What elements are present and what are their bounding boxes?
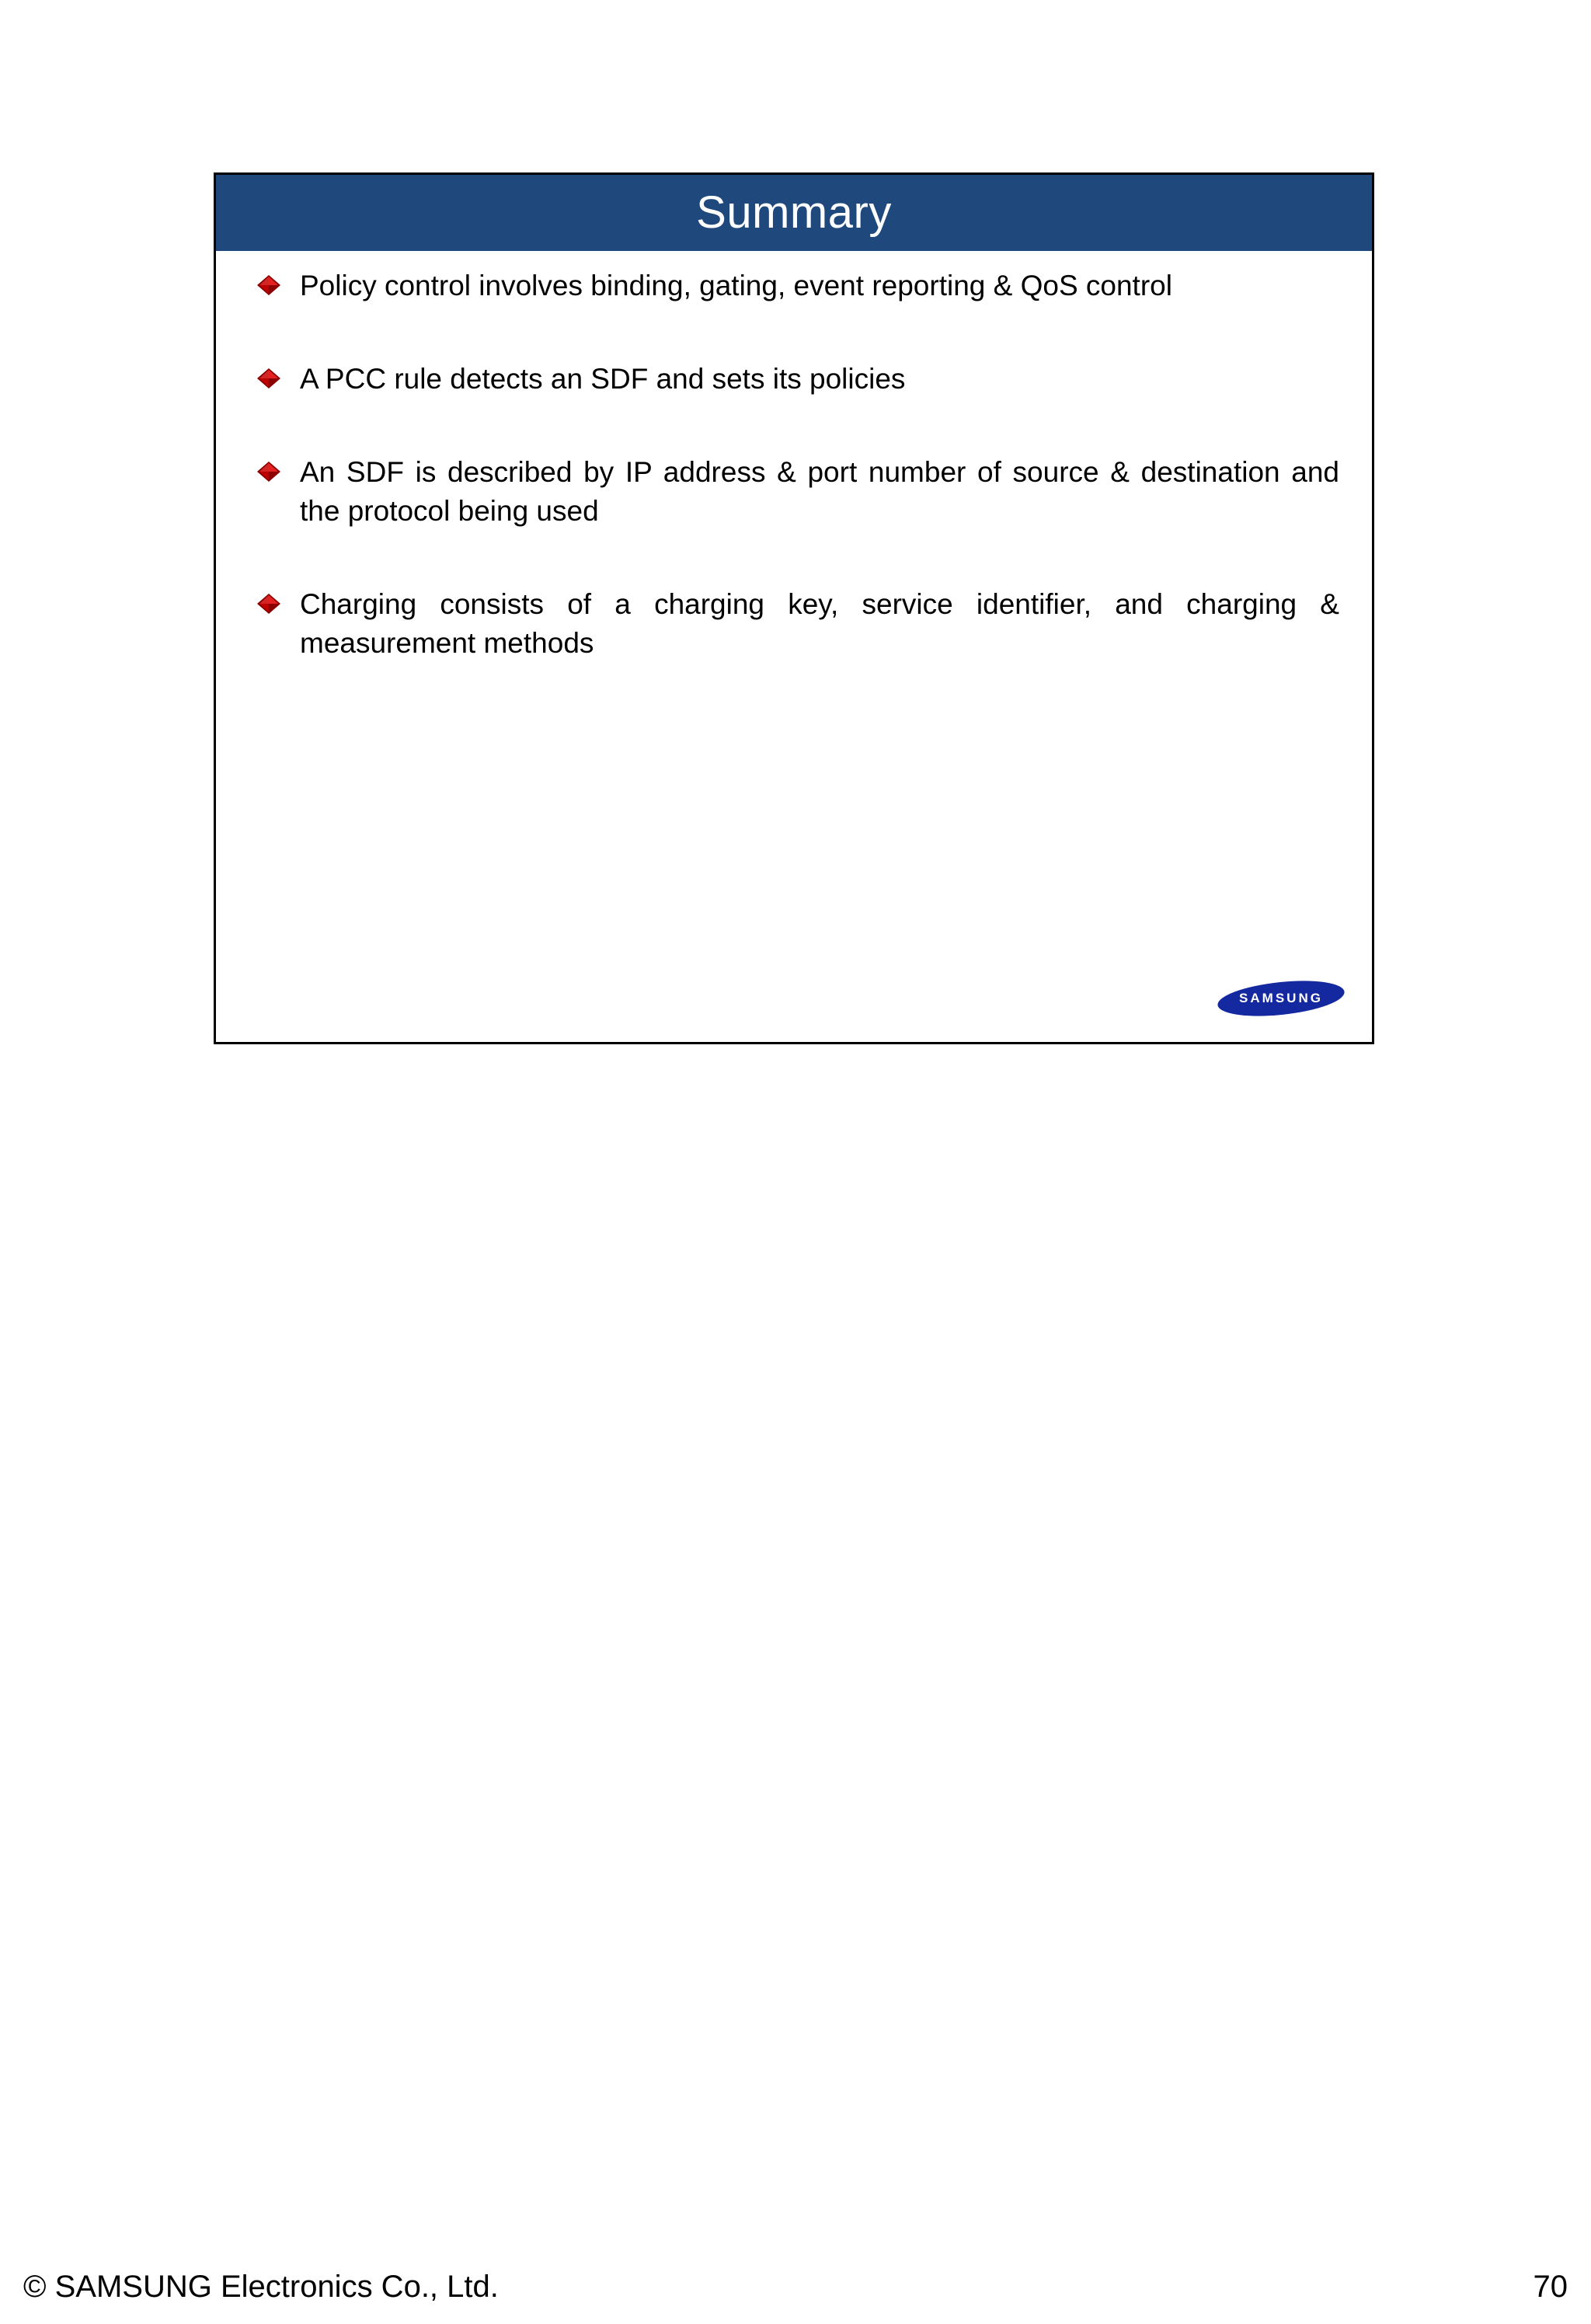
page-number: 70	[1533, 2270, 1568, 2304]
bullet-item	[256, 585, 1339, 663]
footer-copyright: © SAMSUNG Electronics Co., Ltd.	[23, 2270, 499, 2304]
slide-title: Summary	[696, 187, 892, 238]
bullet-diamond-icon	[256, 368, 281, 389]
bullet-item	[256, 360, 1339, 399]
samsung-logo-text: SAMSUNG	[1239, 991, 1323, 1005]
slide-frame	[214, 172, 1374, 1044]
bullet-text: Charging consists of a charging key, service identifier, and charging & measurement methods	[300, 588, 1339, 659]
bullet-text: An SDF is described by IP address & port number of source & destination and the protocol being used	[300, 456, 1339, 527]
bullet-item	[256, 267, 1339, 305]
samsung-logo	[1217, 978, 1346, 1019]
bullet-diamond-icon	[256, 274, 281, 296]
bullet-text: A PCC rule detects an SDF and sets its policies	[300, 363, 906, 395]
bullet-item	[256, 453, 1339, 531]
bullet-diamond-icon	[256, 461, 281, 483]
bullet-text: Policy control involves binding, gating, event reporting & QoS control	[300, 270, 1172, 301]
slide-title-bar	[216, 175, 1372, 251]
bullet-list	[256, 267, 1339, 717]
bullet-diamond-icon	[256, 593, 281, 615]
